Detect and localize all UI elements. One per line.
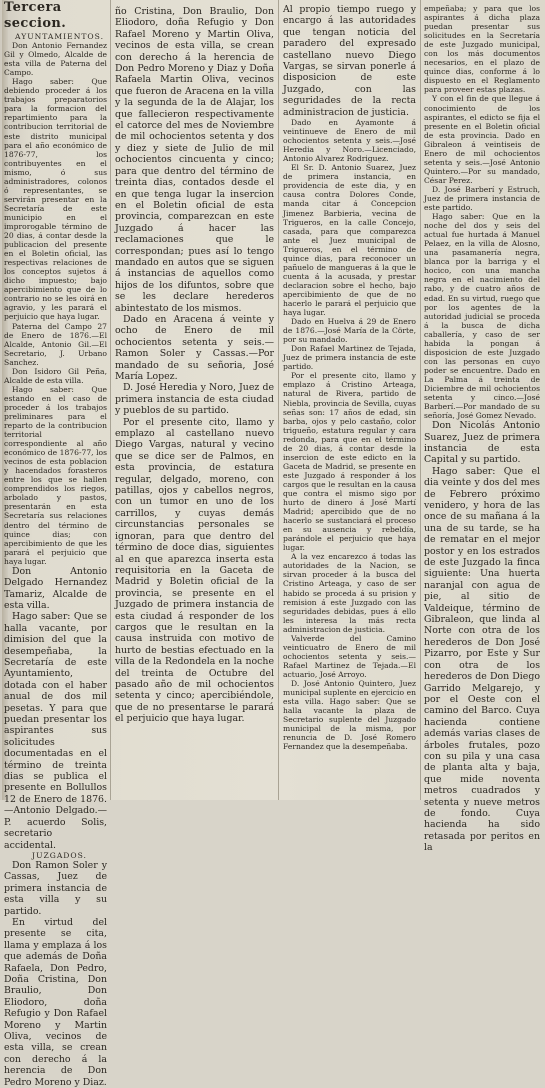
edict-paragraph: Dado en Aracena á veinte y ocho de Enero de mil ochocientos setenta y seis.—Ramon Soler y Cassas.—Por mandado de su señoria, José María Lopez. bbox=[115, 313, 274, 382]
edict-paragraph: En virtud del presente se cita, llama y emplaza á los que además de Doña Rafaela, Don Pedro, Doña Cristina, Don Braulio, Don Eliodoro, doña Refugio y Don Rafael Moreno y Martin Oliva, vecinos de esta villa, se crean con derecho á la herencia de Don Pedro Moreno y Diaz. bbox=[4, 917, 107, 1088]
edict-paragraph: Valverde del Camino veinticuatro de Enero de mil ochocientos setenta y seis.—Rafael Martinez de Tejada.—El actuario, José Arroyo. bbox=[283, 633, 416, 679]
column-2 bbox=[115, 6, 274, 806]
edict-paragraph: Hago saber: Que en la noche del dos y seis del actual fue hurtada á Manuel Pelaez, en la villa de Alosno, una pasamanería negra, blanca por la barriga y el hocico, con una mancha negra en el nacimiento del rabo, y de cuatro años de edad. En su virtud, ruego que por los agentes de la autoridad judicial se proceda á la busca de dicha caballería, y caso de ser habida la pongan á disposicion de este Juzgado con las personas en cuyo poder se encuentre. Dado en La Palma á treinta de Diciembre de mil ochocientos setenta y cinco.—José Barberí.—Por mandado de su señoría, José Gomez Nevado. bbox=[424, 212, 540, 421]
edict-paragraph: Don Nicolás Antonio Suarez, Juez de primera instancia de esta Capital y su partido. bbox=[424, 420, 540, 466]
edict-paragraph: Hago saber: Que estando en el caso de proceder á los trabajos preliminares para el reparto de la contribucion territorial correspondiente al año económico de 1876-77, los vecinos de esta poblacion y hacendados forasteros entre los que se hallen comprendidos los riegos, arbolado y pastos, presentarán en esta Secretaría sus relaciones dentro del término de quince dias; con apercibimiento de que les parará el perjuicio que haya lugar. bbox=[4, 384, 107, 566]
edict-paragraph: Paterna del Campo 27 de Enero de 1876.—El Alcalde, Antonio Gil.—El Secretario, J. Urbano Sanchez. bbox=[4, 321, 107, 367]
edict-paragraph: Al propio tiempo ruego y encargo á las autoridades que tengan noticia del paradero del expresado castellano nuevo Diego Vargas, se sirvan ponerle á disposicion de este Juzgado, con las seguridades de la recta administracion de justicia. bbox=[283, 4, 416, 118]
edict-paragraph: Don Antonio Fernandez Gil y Olmedo, Alcalde de esta villa de Paterna del Campo. bbox=[4, 41, 107, 78]
edict-paragraph: Don Isidoro Gil Peña, Alcalde de esta villa. bbox=[4, 366, 107, 385]
subheading-ayuntamientos: AYUNTAMIENTOS. bbox=[15, 32, 104, 41]
edict-paragraph: Hago saber: Que se halla vacante, por dimision del que la desempeñaba, la Secretaría de este Ayuntamiento, dotada con el haber anual de dos mil pesetas. Y para que puedan presentar los aspirantes sus solicitudes documentadas en el término de treinta dias se publica el presente en Bollullos 12 de Enero de 1876.—Antonio Delgado.—P. acuerdo Solis, secretario accidental. bbox=[4, 611, 107, 851]
edict-paragraph: A la vez encarezco á todas las autoridades de la Nacion, se sirvan proceder á la busca del Cristino Arteaga, y caso de ser habido se proceda á su prision y remision á este Juzgado con las seguridades debidas, pues á ello les interesa la más recta administracion de justicia. bbox=[283, 552, 416, 634]
edict-paragraph: Por el presente cito, llamo y emplazo á Cristino Arteaga, natural de Rivera, partido de Niebla, provincia de Sevilla, cuyas señas son: 17 años de edad, sin barba, ojos y pelo castaño, color trigueño, estatura regular y cara redonda, para que en el término de 20 dias, á contar desde la insercion de este edicto en la Gaceta de Madrid, se presente en este Juzgado á responder á los cargos que le resultan en la causa que contra el mismo sigo por hurto de dinero á José Martí Madrid; apercibido que de no hacerlo se sustanciará el proceso en su ausencia y rebeldía, parándole el perjuicio que haya lugar. bbox=[283, 371, 416, 553]
edict-paragraph: Y con el fin de que llegue á conocimiento de los aspirantes, el edicto se fija el presente en el Boletin oficial de esta provincia. Dado en Gibraleon á veintiseis de Enero de mil ochocientos setenta y seis.—José Antonio Quintero.—Por su mandado, César Perez. bbox=[424, 94, 540, 185]
column-4 bbox=[424, 4, 540, 854]
column-3 bbox=[283, 4, 416, 804]
edict-paragraph: Don Antonio Delgado Hernandez Tamariz, Alcalde de esta villa. bbox=[4, 565, 107, 611]
edict-paragraph: Hago saber: Que el dia veinte y dos del mes de Febrero próximo venidero, y hora de las once de su mañana á la una de su tarde, se ha de rematar en el mejor postor y en los estrados de este Juzgado la finca siguiente: Una huerta naranjal con agua de pie, al sitio de Valdeique, término de Gibraleon, que linda al Norte con otra de los herederos de Don José Pizarro, por Este y Sur con otra de los herederos de Don Diego Garrido Melgarejo, y por el Oeste con el camino del Barco. Cuya hacienda contiene además varias clases de árboles frutales, pozo con su pila y una casa de planta alta y baja, que mide noventa metros cuadrados y setenta y nueve metros de fondo. Cuya hacienda ha sido retasada por peritos en la bbox=[424, 465, 540, 854]
column-rule bbox=[420, 0, 421, 800]
edict-paragraph: ño Cristina, Don Braulio, Don Eliodoro, doña Refugio y Don Rafael Moreno y Martin Oliva, vecinos de esta villa, se crean con derecho á la herencia de Don Pedro Moreno y Diaz y Doña Rafaela Martin Oliva, vecinos que fueron de Aracena en la villa y la segunda de la de Alajar, los que fallecieron respectivamente el catorce del mes de Noviembre de mil ochocientos setenta y dos y diez y siete de Julio de mil ochocientos cincuenta y cinco; para que dentro del término de treinta dias, contados desde el en que tenga lugar la insercion en el Boletin oficial de esta provincia, comparezcan en este Juzgado á hacer las reclamaciones que le correspondan; pues así lo tengo mandado en autos que se siguen á instancias de aquellos como hijos de los difuntos, sobre que se les declare herederos abintestato de los mismos. bbox=[115, 6, 274, 314]
edict-paragraph: D. José Barberí y Estruch, Juez de primera instancia de este partido. bbox=[424, 184, 540, 213]
edict-paragraph: Dado en Huelva á 29 de Enero de 1876.—José María de la Cörte, por su mandado. bbox=[283, 317, 416, 345]
edict-paragraph: El Sr. D. Antonio Suarez, Juez de primera instancia, en providencia de este dia, y en causa contra Dolores Conde, manda citar á Concepcion Jimenez Barbieria, vecina de Trigueros, en la calle Concejo, casada, para que comparezca ante el Juez municipal de Trigueros, en el término de quince dias, para reconocer un pañuelo de mangueras á la que le cuenta á la acusada, y prestar declaracion sobre el hecho, bajo apercibimiento de que de no hacerlo le parará el perjuicio que haya lugar. bbox=[283, 163, 416, 318]
edict-paragraph: Hago saber: Que debiendo proceder á los trabajos preparatorios para la formacion del repartimiento para la contribucion territorial de este distrito municipal para el año económico de 1876-77, los contribuyentes en el mismo, ó sus administradores, colonos ó representantes, se servirán presentar en la Secretaría de este municipio en el improrogable término de 20 dias, á contar desde la publicacion del presente en el Boletin oficial, las respectivas relaciones de los conceptos sujetos á dicho impuesto; bajo apercibimiento que de lo contrario no se les oirá en agravio, y les parará el perjuicio que haya lugar. bbox=[4, 77, 107, 322]
edict-paragraph: Por el presente cito, llamo y emplazo al castellano nuevo Diego Vargas, natural y vecino que se dice ser de Palmos, en esta provincia, de estatura regular, delgado, moreno, con patillas, ojos y cabellos negros, con un tumor en uno de los carrillos, y cuyas demás circunstancias personales se ignoran, para que dentro del término de doce dias, siguientes al en que aparezca inserta esta requisitoria en la Gaceta de Madrid y Boletin oficial de la provincia, se presente en el Juzgado de primera instancia de esta ciudad á responder de los cargos que le resultan en la causa instruida con motivo de hurto de bestias efectuado en la villa de la Redondela en la noche del treinta de Octubre del pasado año de mil ochocientos setenta y cinco; apercibiéndole, que de no presentarse le parará el perjuicio que haya lugar. bbox=[115, 416, 274, 725]
edict-paragraph: D. José Antonio Quintero, Juez municipal suplente en ejercicio en esta villa. Hago saber: Que se halla vacante la plaza de Secretario suplente del Juzgado municipal de la misma, por renuncia de D. José Romero Fernandez que la desempeñaba. bbox=[283, 678, 416, 752]
column-1 bbox=[4, 0, 107, 1088]
column-rule bbox=[278, 0, 279, 800]
edict-paragraph: D. José Heredia y Noro, Juez de primera instancia de esta ciudad y pueblos de su partido. bbox=[115, 382, 274, 417]
section-title: Tercera seccion. bbox=[4, 0, 67, 31]
subheading-juzgados: JUZGADOS. bbox=[32, 850, 87, 860]
edict-paragraph: empeñaba; y para que los aspirantes á dicha plaza puedan presentar sus solicitudes en la Secretaría de este Juzgado municipal, con los más documentos necesarios, en el plazo de quince dias, conforme á lo dispuesto en el Reglamento para proveer estas plazas. bbox=[424, 4, 540, 95]
edict-paragraph: Don Ramon Soler y Cassas, Juez de primera instancia de esta villa y su partido. bbox=[4, 859, 107, 917]
column-rule bbox=[110, 0, 111, 800]
edict-paragraph: Dado en Ayamonte á veintinueve de Enero de mil ochocientos setenta y seis.—José Heredia y Noro.—Licenciado, Antonio Alvarez Rodriguez. bbox=[283, 118, 416, 164]
edict-paragraph: Don Rafael Martinez de Tejada, Juez de primera instancia de este partido. bbox=[283, 344, 416, 372]
